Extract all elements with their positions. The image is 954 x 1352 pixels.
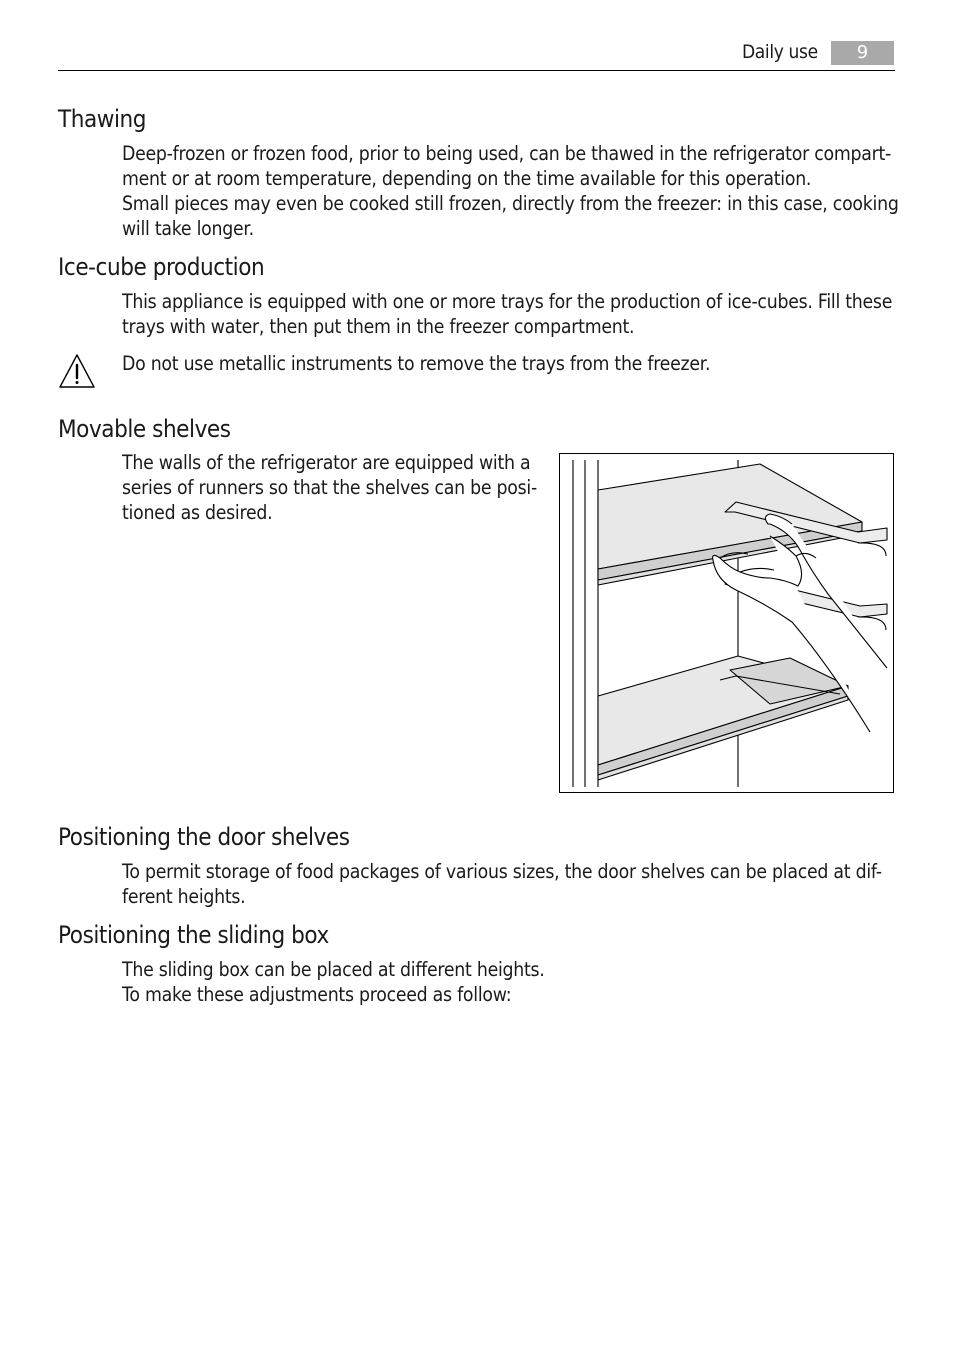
text-line: trays with water, then put them in the freezer compartment. bbox=[122, 315, 635, 338]
warning-triangle-icon bbox=[58, 353, 96, 389]
sliding-box-text bbox=[122, 957, 597, 1007]
text-line: The sliding box can be placed at different heights. bbox=[122, 958, 545, 981]
running-header-section: Daily use bbox=[742, 41, 818, 63]
ice-cube-warning bbox=[122, 351, 783, 376]
door-shelves-text bbox=[122, 859, 954, 909]
text-line: tioned as desired. bbox=[122, 501, 273, 524]
page-number: 9 bbox=[831, 41, 894, 65]
text-line: To permit storage of food packages of various sizes, the door shelves can be placed at dif- bbox=[122, 860, 882, 883]
shelf-illustration bbox=[559, 453, 894, 793]
thawing-text bbox=[122, 141, 954, 241]
heading-thawing: Thawing bbox=[58, 105, 147, 133]
heading-movable-shelves: Movable shelves bbox=[58, 415, 231, 443]
heading-ice-cube-production: Ice-cube production bbox=[58, 253, 265, 281]
heading-sliding-box: Positioning the sliding box bbox=[58, 921, 329, 949]
text-line: The walls of the refrigerator are equipped with a bbox=[122, 451, 531, 474]
hand-moving-shelf-drawing bbox=[560, 454, 893, 792]
header-divider bbox=[58, 70, 895, 71]
text-line: will take longer. bbox=[122, 217, 254, 240]
warning-text: Do not use metallic instruments to remove the trays from the freezer. bbox=[122, 352, 711, 375]
text-line: This appliance is equipped with one or more trays for the production of ice-cubes. Fill these bbox=[122, 290, 893, 313]
text-line: ment or at room temperature, depending on the time available for this operation. bbox=[122, 167, 812, 190]
text-line: To make these adjustments proceed as follow: bbox=[122, 983, 512, 1006]
movable-shelves-text bbox=[122, 450, 588, 525]
ice-cube-text bbox=[122, 289, 954, 339]
text-line: ferent heights. bbox=[122, 885, 246, 908]
text-line: Small pieces may even be cooked still frozen, directly from the freezer: in this case, cooking bbox=[122, 192, 899, 215]
text-line: series of runners so that the shelves can be posi- bbox=[122, 476, 537, 499]
text-line: Deep-frozen or frozen food, prior to being used, can be thawed in the refrigerator compart- bbox=[122, 142, 891, 165]
heading-door-shelves: Positioning the door shelves bbox=[58, 823, 350, 851]
